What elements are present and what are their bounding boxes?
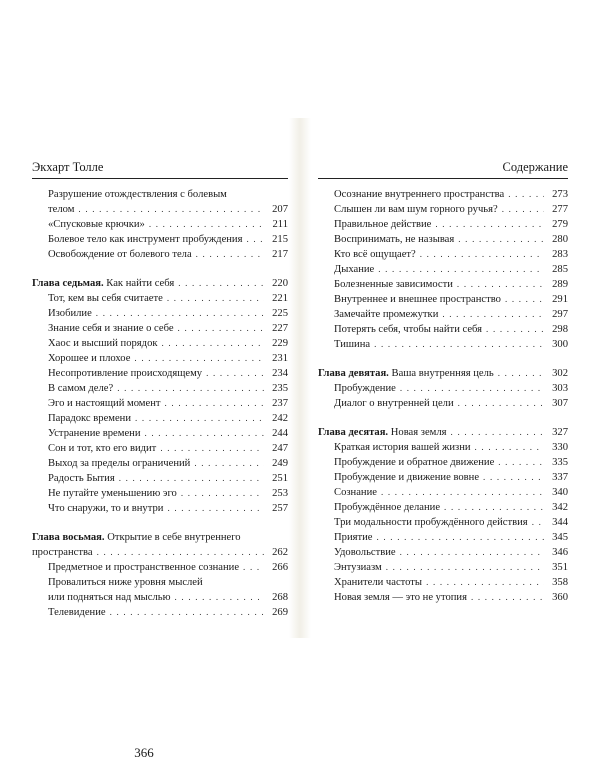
toc-page-number: 297 [552, 309, 568, 320]
leader-dots [145, 426, 265, 441]
toc-page-number: 291 [552, 294, 568, 305]
leader-dots [502, 202, 544, 217]
toc-entry [318, 202, 568, 217]
leader-dots [206, 366, 264, 381]
leader-dots [483, 470, 544, 485]
toc-entry [318, 560, 568, 575]
toc-entry [318, 455, 568, 470]
toc-entry [32, 381, 288, 396]
toc-entry-title: Хаос и высший порядок [48, 338, 158, 349]
toc-entry-title: Пробуждение и обратное движение [334, 457, 495, 468]
toc-entry [318, 470, 568, 485]
toc-entry [318, 545, 568, 560]
toc-page-number: 251 [272, 473, 288, 484]
toc-entry-title: Энтузиазм [334, 562, 382, 573]
toc-entry [32, 441, 288, 456]
toc-entry-line: Провалиться ниже уровня мыслей [48, 577, 203, 588]
leader-dots [135, 411, 264, 426]
toc-entry-title: В самом деле? [48, 383, 114, 394]
left-page [32, 159, 288, 760]
toc-entry-title: Кто всё ощущает? [334, 249, 416, 260]
leader-dots [194, 456, 264, 471]
leader-dots [374, 337, 544, 352]
toc-entry-title: или подняться над мыслью [48, 592, 171, 603]
page-number-folio: 366 [134, 745, 154, 760]
toc-entry-title: Хранители частоты [334, 577, 423, 588]
toc-entry-title: Пробуждённое делание [334, 502, 441, 513]
toc-entry-title: Новая земля — это не утопия [334, 592, 467, 603]
toc-page-number: 285 [552, 264, 568, 275]
leader-dots [149, 217, 264, 232]
toc-entry [32, 456, 288, 471]
toc-entry [318, 500, 568, 515]
toc-entry-title: Три модальности пробуждённого действия [334, 517, 528, 528]
toc-page-number: 249 [272, 458, 288, 469]
toc-entry-title: Болевое тело как инструмент пробуждения [48, 234, 243, 245]
toc-entry [32, 486, 288, 501]
toc-entry [32, 321, 288, 336]
leader-dots [96, 306, 264, 321]
toc-page-number: 242 [272, 413, 288, 424]
toc-entry-title: Слышен ли вам шум горного ручья? [334, 204, 498, 215]
toc-page-number: 269 [272, 607, 288, 618]
leader-dots [442, 307, 544, 322]
toc-entry-title: Дыхание [334, 264, 375, 275]
toc-entry [318, 590, 568, 605]
leader-dots [508, 187, 544, 202]
toc-entry-title: Замечайте промежутки [334, 309, 439, 320]
leader-dots [162, 336, 264, 351]
toc-entry [32, 396, 288, 411]
leader-dots [426, 575, 544, 590]
chapter-title: Как найти себя [106, 278, 175, 289]
toc-entry-title: Устранение времени [48, 428, 141, 439]
toc-entry-title: Тишина [334, 339, 371, 350]
toc-entry-title: Болезненные зависимости [334, 279, 453, 290]
toc-entry [318, 247, 568, 262]
toc-entry-title: Выход за пределы ограничений [48, 458, 191, 469]
toc-page-number: 346 [552, 547, 568, 558]
toc-entry-title: Освобождение от болевого тела [48, 249, 192, 260]
toc-left [32, 187, 288, 620]
leader-dots [451, 425, 544, 440]
running-head-author: Экхарт Толле [32, 160, 104, 174]
toc-entry [32, 306, 288, 321]
leader-dots [420, 247, 544, 262]
toc-entry [32, 590, 288, 605]
leader-dots [196, 247, 264, 262]
toc-entry-title: Сознание [334, 487, 377, 498]
toc-entry-title: Внутреннее и внешнее пространство [334, 294, 501, 305]
toc-page-number: 262 [272, 547, 288, 558]
toc-page-number: 253 [272, 488, 288, 499]
toc-entry [32, 411, 288, 426]
toc-entry [32, 202, 288, 217]
toc-entry-title: Осознание внутреннего пространства [334, 189, 505, 200]
chapter-label: Глава десятая. [318, 427, 389, 438]
toc-entry [32, 560, 288, 575]
toc-page-number: 229 [272, 338, 288, 349]
toc-page-number: 358 [552, 577, 568, 588]
leader-dots [243, 560, 264, 575]
toc-page-number: 360 [552, 592, 568, 603]
toc-entry-title: Воспринимать, не называя [334, 234, 455, 245]
toc-page-number: 268 [272, 592, 288, 603]
toc-page-number: 340 [552, 487, 568, 498]
toc-entry [318, 515, 568, 530]
toc-entry-title: Удовольствие [334, 547, 396, 558]
toc-page-number: 221 [272, 293, 288, 304]
toc-entry [32, 471, 288, 486]
toc-entry-title: Краткая история вашей жизни [334, 442, 471, 453]
toc-entry [32, 351, 288, 366]
toc-page-number: 303 [552, 383, 568, 394]
toc-entry-title: Потерять себя, чтобы найти себя [334, 324, 483, 335]
toc-entry [32, 247, 288, 262]
toc-entry [318, 307, 568, 322]
toc-entry [32, 336, 288, 351]
toc-page-number: 307 [552, 398, 568, 409]
toc-page-number: 217 [272, 249, 288, 260]
toc-page-number: 234 [272, 368, 288, 379]
toc-page-number: 283 [552, 249, 568, 260]
leader-dots [378, 262, 544, 277]
toc-page-number: 211 [272, 219, 288, 230]
leader-dots [117, 381, 264, 396]
toc-page-number: 266 [272, 562, 288, 573]
leader-dots [119, 471, 264, 486]
book-gutter [289, 118, 311, 638]
toc-page-number: 215 [272, 234, 288, 245]
leader-dots [175, 590, 264, 605]
toc-entry [318, 396, 568, 411]
toc-page-number: 330 [552, 442, 568, 453]
toc-entry-line: Разрушение отождествления с болевым [48, 189, 227, 200]
chapter-label: Глава седьмая. [32, 278, 104, 289]
leader-dots [110, 605, 264, 620]
toc-page-number: 244 [272, 428, 288, 439]
toc-entry-title: Не путайте уменьшению эго [48, 488, 177, 499]
toc-entry [32, 217, 288, 232]
toc-page-number: 345 [552, 532, 568, 543]
chapter-title: Новая земля [390, 427, 447, 438]
toc-entry-title: Предметное и пространственное сознание [48, 562, 240, 573]
toc-entry-title: Что снаружи, то и внутри [48, 503, 164, 514]
toc-entry-title: Радость Бытия [48, 473, 115, 484]
toc-entry-title: Изобилие [48, 308, 92, 319]
leader-dots [498, 366, 544, 381]
chapter-label: Глава девятая. [318, 368, 389, 379]
toc-entry-title: телом [48, 204, 75, 215]
toc-page-number: 302 [552, 368, 568, 379]
chapter-title: пространства [32, 547, 93, 558]
toc-entry [318, 530, 568, 545]
toc-page-number: 298 [552, 324, 568, 335]
leader-dots [486, 322, 544, 337]
toc-entry [318, 292, 568, 307]
toc-entry [318, 337, 568, 352]
leader-dots [381, 485, 544, 500]
toc-page-number: 337 [552, 472, 568, 483]
toc-entry [32, 291, 288, 306]
toc-entry-title: «Спусковые крючки» [48, 219, 145, 230]
toc-entry-title: Несопротивление происходящему [48, 368, 203, 379]
toc-page-number: 351 [552, 562, 568, 573]
toc-entry-title: Приятие [334, 532, 373, 543]
toc-page-number: 280 [552, 234, 568, 245]
leader-dots [167, 291, 264, 306]
toc-entry-title: Тот, кем вы себя считаете [48, 293, 163, 304]
leader-dots [458, 396, 544, 411]
leader-dots [165, 396, 264, 411]
chapter-heading [318, 366, 568, 381]
toc-entry [318, 575, 568, 590]
leader-dots [386, 560, 544, 575]
toc-page-number: 327 [552, 427, 568, 438]
leader-dots [457, 277, 544, 292]
leader-dots [475, 440, 544, 455]
chapter-label: Глава восьмая. [32, 532, 105, 543]
leader-dots [97, 545, 264, 560]
toc-entry [318, 232, 568, 247]
toc-page-number: 344 [552, 517, 568, 528]
toc-right [318, 187, 568, 605]
toc-entry [318, 187, 568, 202]
leader-dots [181, 486, 264, 501]
chapter-heading [318, 425, 568, 440]
toc-entry-title: Пробуждение и движение вовне [334, 472, 480, 483]
leader-dots [160, 441, 264, 456]
toc-entry-title: Знание себя и знание о себе [48, 323, 174, 334]
header-rule [32, 178, 288, 179]
toc-entry [32, 426, 288, 441]
right-page [318, 159, 568, 605]
toc-entry [32, 605, 288, 620]
toc-entry [318, 262, 568, 277]
toc-page-number: 225 [272, 308, 288, 319]
toc-entry [318, 485, 568, 500]
running-head-section: Содержание [502, 160, 568, 174]
leader-dots [400, 381, 544, 396]
leader-dots [78, 202, 264, 217]
toc-entry [318, 440, 568, 455]
toc-page-number: 289 [552, 279, 568, 290]
toc-page-number: 257 [272, 503, 288, 514]
toc-page-number: 342 [552, 502, 568, 513]
leader-dots [178, 276, 264, 291]
chapter-heading-cont [32, 545, 288, 560]
toc-entry-title: Эго и настоящий момент [48, 398, 161, 409]
chapter-heading [32, 530, 288, 545]
toc-page-number: 335 [552, 457, 568, 468]
toc-entry-title: Хорошее и плохое [48, 353, 131, 364]
leader-dots [134, 351, 264, 366]
leader-dots [400, 545, 544, 560]
toc-page-number: 277 [552, 204, 568, 215]
toc-entry [32, 232, 288, 247]
toc-entry-title: Правильное действие [334, 219, 432, 230]
leader-dots [178, 321, 264, 336]
toc-entry-title: Сон и тот, кто его видит [48, 443, 157, 454]
toc-entry [318, 381, 568, 396]
chapter-heading [32, 276, 288, 291]
toc-page-number: 300 [552, 339, 568, 350]
leader-dots [377, 530, 545, 545]
toc-page-number: 273 [552, 189, 568, 200]
toc-page-number: 220 [272, 278, 288, 289]
chapter-title: Ваша внутренняя цель [391, 368, 494, 379]
leader-dots [505, 292, 544, 307]
leader-dots [435, 217, 544, 232]
toc-entry [318, 322, 568, 337]
toc-entry [32, 501, 288, 516]
toc-page-number: 231 [272, 353, 288, 364]
leader-dots [498, 455, 544, 470]
toc-entry-title: Телевидение [48, 607, 106, 618]
toc-page-number: 279 [552, 219, 568, 230]
chapter-title: Открытие в себе внутреннего [107, 532, 241, 543]
toc-entry [32, 366, 288, 381]
leader-dots [246, 232, 264, 247]
toc-page-number: 247 [272, 443, 288, 454]
toc-page-number: 207 [272, 204, 288, 215]
toc-page-number: 227 [272, 323, 288, 334]
leader-dots [532, 515, 544, 530]
toc-page-number: 235 [272, 383, 288, 394]
toc-entry [318, 277, 568, 292]
leader-dots [471, 590, 544, 605]
leader-dots [444, 500, 544, 515]
toc-entry-title: Диалог о внутренней цели [334, 398, 454, 409]
leader-dots [167, 501, 264, 516]
toc-entry [318, 217, 568, 232]
header-rule [318, 178, 568, 179]
toc-entry-title: Парадокс времени [48, 413, 132, 424]
toc-page-number: 237 [272, 398, 288, 409]
toc-entry-title: Пробуждение [334, 383, 396, 394]
leader-dots [458, 232, 544, 247]
